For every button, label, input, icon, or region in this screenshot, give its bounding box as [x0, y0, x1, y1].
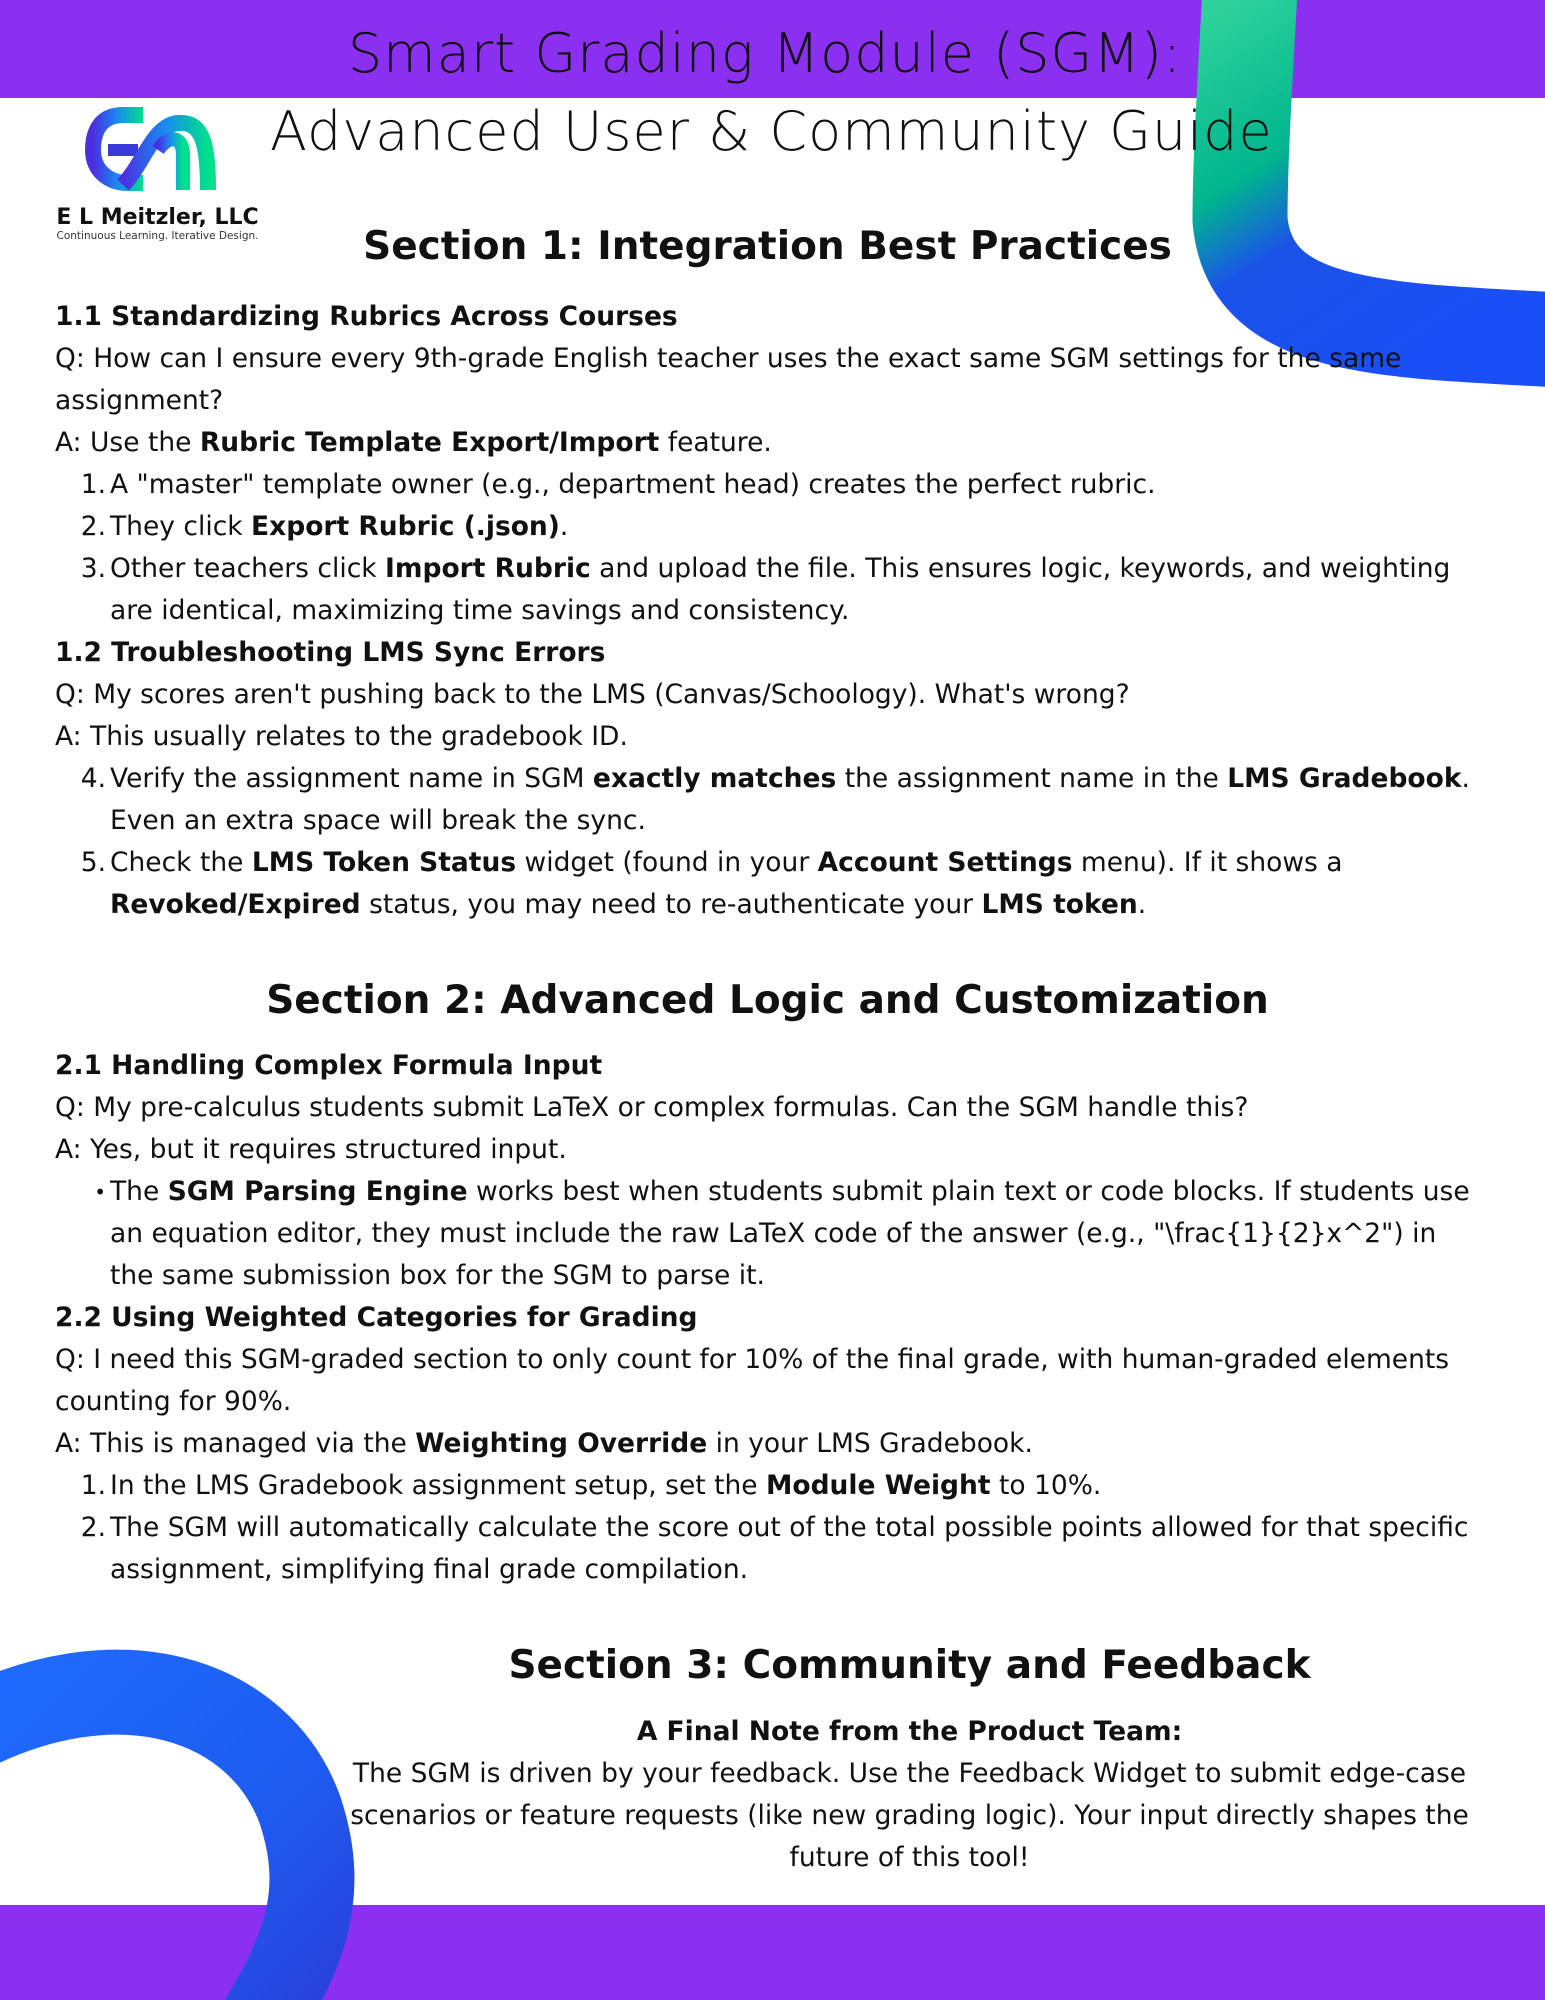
text-segment: 1.2 Troubleshooting LMS Sync Errors — [55, 637, 606, 668]
text-segment: the assignment name in the — [836, 763, 1228, 794]
item-number: 1. — [80, 1470, 106, 1501]
item-text — [110, 506, 1485, 548]
text-segment: Q: How can I ensure every 9th-grade English teacher uses the exact same SGM settings for the same assignment? — [55, 343, 1402, 416]
text-segment: . — [1137, 889, 1147, 920]
emphasized-text: LMS Token Status — [251, 847, 517, 878]
paragraph — [55, 1339, 1485, 1423]
text-segment: In the LMS Gradebook assignment setup, set the — [110, 1470, 766, 1501]
item-number: 2. — [80, 1512, 106, 1543]
paragraph — [55, 422, 1485, 464]
text-segment: 1.1 Standardizing Rubrics Across Courses — [55, 301, 678, 332]
section-3-heading: Section 3: Community and Feedback — [508, 1643, 1311, 1688]
text-segment: . Even an extra space will break the sync. — [110, 763, 1470, 836]
text-segment: widget (found in your — [516, 847, 818, 878]
emphasized-text: Module Weight — [766, 1470, 991, 1501]
paragraph — [313, 1753, 1506, 1879]
section-2-heading: Section 2: Advanced Logic and Customization — [266, 978, 1269, 1023]
subsection-heading — [313, 1711, 1506, 1753]
item-text — [110, 464, 1485, 506]
text-segment: Check the — [110, 847, 252, 878]
text-segment: A: This usually relates to the gradebook ID. — [55, 721, 628, 752]
text-segment: The SGM will automatically calculate the score out of the total possible points allowed for that specific assignment, simplifying final grade compilation. — [110, 1512, 1469, 1585]
item-text — [110, 548, 1485, 632]
text-segment: The SGM is driven by your feedback. Use the Feedback Widget to submit edge-case scenarios or feature requests (like new grading logic). Your input directly shapes the future of this tool! — [350, 1758, 1469, 1873]
paragraph — [55, 1087, 1485, 1129]
emphasized-text: Import Rubric — [385, 553, 591, 584]
emphasized-text: Rubric Template Export/Import — [199, 427, 660, 458]
paragraph — [55, 1423, 1485, 1465]
emphasized-text: Account Settings — [817, 847, 1073, 878]
company-name: E L Meitzler, LLC — [56, 205, 259, 230]
item-text — [110, 1465, 1485, 1507]
numbered-item — [55, 548, 1485, 632]
text-segment: Q: My pre-calculus students submit LaTeX or complex formulas. Can the SGM handle this? — [55, 1092, 1249, 1123]
text-segment: A Final Note from the Product Team: — [636, 1716, 1183, 1747]
emphasized-text: Revoked/Expired — [110, 889, 361, 920]
text-segment: and upload the file. This ensures logic, keywords, and weighting are identical, maximizing time savings and consistency. — [110, 553, 1451, 626]
emphasized-text: Weighting Override — [415, 1428, 708, 1459]
numbered-item — [55, 842, 1485, 926]
text-segment: . — [559, 511, 569, 542]
paragraph — [55, 674, 1485, 716]
text-segment: feature. — [659, 427, 772, 458]
company-tagline: Continuous Learning. Iterative Design. — [56, 230, 259, 242]
company-logo — [50, 105, 265, 242]
numbered-item — [55, 758, 1485, 842]
paragraph — [55, 338, 1485, 422]
text-segment: menu). If it shows a — [1072, 847, 1343, 878]
subsection-heading — [55, 1297, 1485, 1339]
text-segment: They click — [110, 511, 252, 542]
subsection-heading — [55, 1045, 1485, 1087]
section-2-body — [55, 1045, 1485, 1591]
numbered-item — [55, 506, 1485, 548]
section-3-body — [313, 1711, 1506, 1879]
item-number: 3. — [80, 553, 106, 584]
numbered-item — [55, 1507, 1485, 1591]
item-text — [110, 758, 1485, 842]
item-text — [110, 842, 1485, 926]
bullet-item — [55, 1171, 1485, 1297]
text-segment: 2.1 Handling Complex Formula Input — [55, 1050, 603, 1081]
elm-monogram-icon — [83, 105, 233, 195]
numbered-item — [55, 464, 1485, 506]
page-title-line2: Advanced User & Community Guide — [270, 100, 1273, 163]
item-number: 4. — [80, 763, 106, 794]
text-segment: 2.2 Using Weighted Categories for Grading — [55, 1302, 698, 1333]
emphasized-text: LMS token — [981, 889, 1138, 920]
subsection-heading — [55, 632, 1485, 674]
paragraph — [55, 716, 1485, 758]
item-text — [110, 1171, 1485, 1297]
text-segment: A "master" template owner (e.g., department head) creates the perfect rubric. — [110, 469, 1156, 500]
text-segment: to 10%. — [990, 1470, 1102, 1501]
emphasized-text: LMS Gradebook — [1227, 763, 1462, 794]
text-segment: The — [110, 1176, 168, 1207]
footer-band — [0, 1905, 1545, 2000]
page-title-line1: Smart Grading Module (SGM): — [347, 22, 1183, 85]
text-segment: Q: My scores aren't pushing back to the LMS (Canvas/Schoology). What's wrong? — [55, 679, 1130, 710]
item-text — [110, 1507, 1485, 1591]
item-number: 2. — [80, 511, 106, 542]
text-segment: Verify the assignment name in SGM — [110, 763, 593, 794]
emphasized-text: Export Rubric (.json) — [251, 511, 560, 542]
text-segment: A: This is managed via the — [55, 1428, 416, 1459]
section-1-heading: Section 1: Integration Best Practices — [363, 224, 1172, 269]
numbered-item — [55, 1465, 1485, 1507]
text-segment: Other teachers click — [110, 553, 386, 584]
text-segment: Q: I need this SGM-graded section to only count for 10% of the final grade, with human-graded elements counting for 90%. — [55, 1344, 1450, 1417]
emphasized-text: SGM Parsing Engine — [167, 1176, 468, 1207]
subsection-heading — [55, 296, 1485, 338]
text-segment: status, you may need to re-authenticate your — [360, 889, 982, 920]
text-segment: A: Use the — [55, 427, 200, 458]
item-number: 5. — [80, 847, 106, 878]
emphasized-text: exactly matches — [592, 763, 837, 794]
item-number: 1. — [80, 469, 106, 500]
text-segment: A: Yes, but it requires structured input. — [55, 1134, 567, 1165]
bullet-marker: • — [94, 1180, 106, 1204]
section-1-body — [55, 296, 1485, 926]
paragraph — [55, 1129, 1485, 1171]
text-segment: in your LMS Gradebook. — [707, 1428, 1033, 1459]
text-segment: works best when students submit plain text or code blocks. If students use an equation editor, they must include the raw LaTeX code of the answer (e.g., "\frac{1}{2}x^2") in the same submission box for the SGM to parse it. — [110, 1176, 1470, 1291]
